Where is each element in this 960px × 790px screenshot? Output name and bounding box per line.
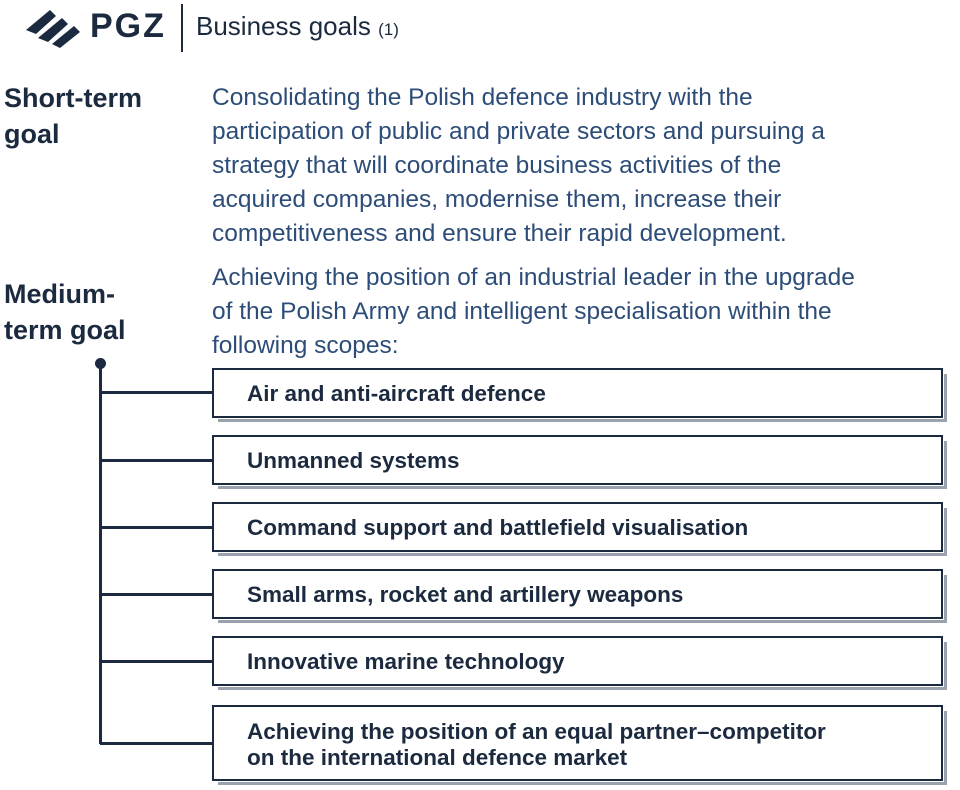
short-term-label-line: goal <box>4 119 60 149</box>
medium-term-label-line: Medium- <box>4 279 115 309</box>
header-divider <box>181 4 183 52</box>
text-line: acquired companies, modernise them, increase their <box>212 186 782 213</box>
medium-term-goal-text <box>212 261 957 363</box>
page-title <box>196 10 399 46</box>
tree-branch <box>100 391 212 394</box>
scope-box-marine-technology <box>212 636 943 686</box>
tree-branch <box>100 459 212 462</box>
slide-header <box>0 0 960 56</box>
medium-term-goal-label <box>4 276 179 348</box>
text-line: strategy that will coordinate business activities of the <box>212 152 782 179</box>
tree-branch <box>100 526 212 529</box>
scope-label: Command support and battlefield visualisation <box>247 515 749 540</box>
pgz-logo-icon <box>26 8 82 48</box>
scope-box-international-market <box>212 705 943 781</box>
logo-text: PGZ <box>90 7 166 45</box>
text-line: Achieving the position of an industrial leader in the upgrade <box>212 264 855 291</box>
scope-label: on the international defence market <box>247 745 628 770</box>
short-term-label-line: Short-term <box>4 83 143 113</box>
short-term-goal-text <box>212 81 957 251</box>
page-title-number: (1) <box>378 20 399 39</box>
scope-label: Air and anti-aircraft defence <box>247 381 546 406</box>
scope-label: Unmanned systems <box>247 448 460 473</box>
short-term-goal-label <box>4 80 179 152</box>
text-line: competitiveness and ensure their rapid development. <box>212 220 787 247</box>
medium-term-label-line: term goal <box>4 315 126 345</box>
scope-box-unmanned-systems <box>212 435 943 485</box>
scope-label: Achieving the position of an equal partner–competitor <box>247 719 826 744</box>
scope-box-command-support <box>212 502 943 552</box>
text-line: following scopes: <box>212 332 399 359</box>
scope-label: Small arms, rocket and artillery weapons <box>247 582 684 607</box>
text-line: of the Polish Army and intelligent specialisation within the <box>212 298 832 325</box>
page-title-text: Business goals <box>196 11 371 41</box>
tree-branch <box>100 593 212 596</box>
tree-branch <box>100 660 212 663</box>
tree-branch <box>100 742 212 745</box>
text-line: participation of public and private sectors and pursuing a <box>212 118 825 145</box>
scope-box-air-defence <box>212 368 943 418</box>
scope-label: Innovative marine technology <box>247 649 565 674</box>
scope-box-small-arms <box>212 569 943 619</box>
text-line: Consolidating the Polish defence industry with the <box>212 84 753 111</box>
tree-vertical-line <box>99 364 102 744</box>
